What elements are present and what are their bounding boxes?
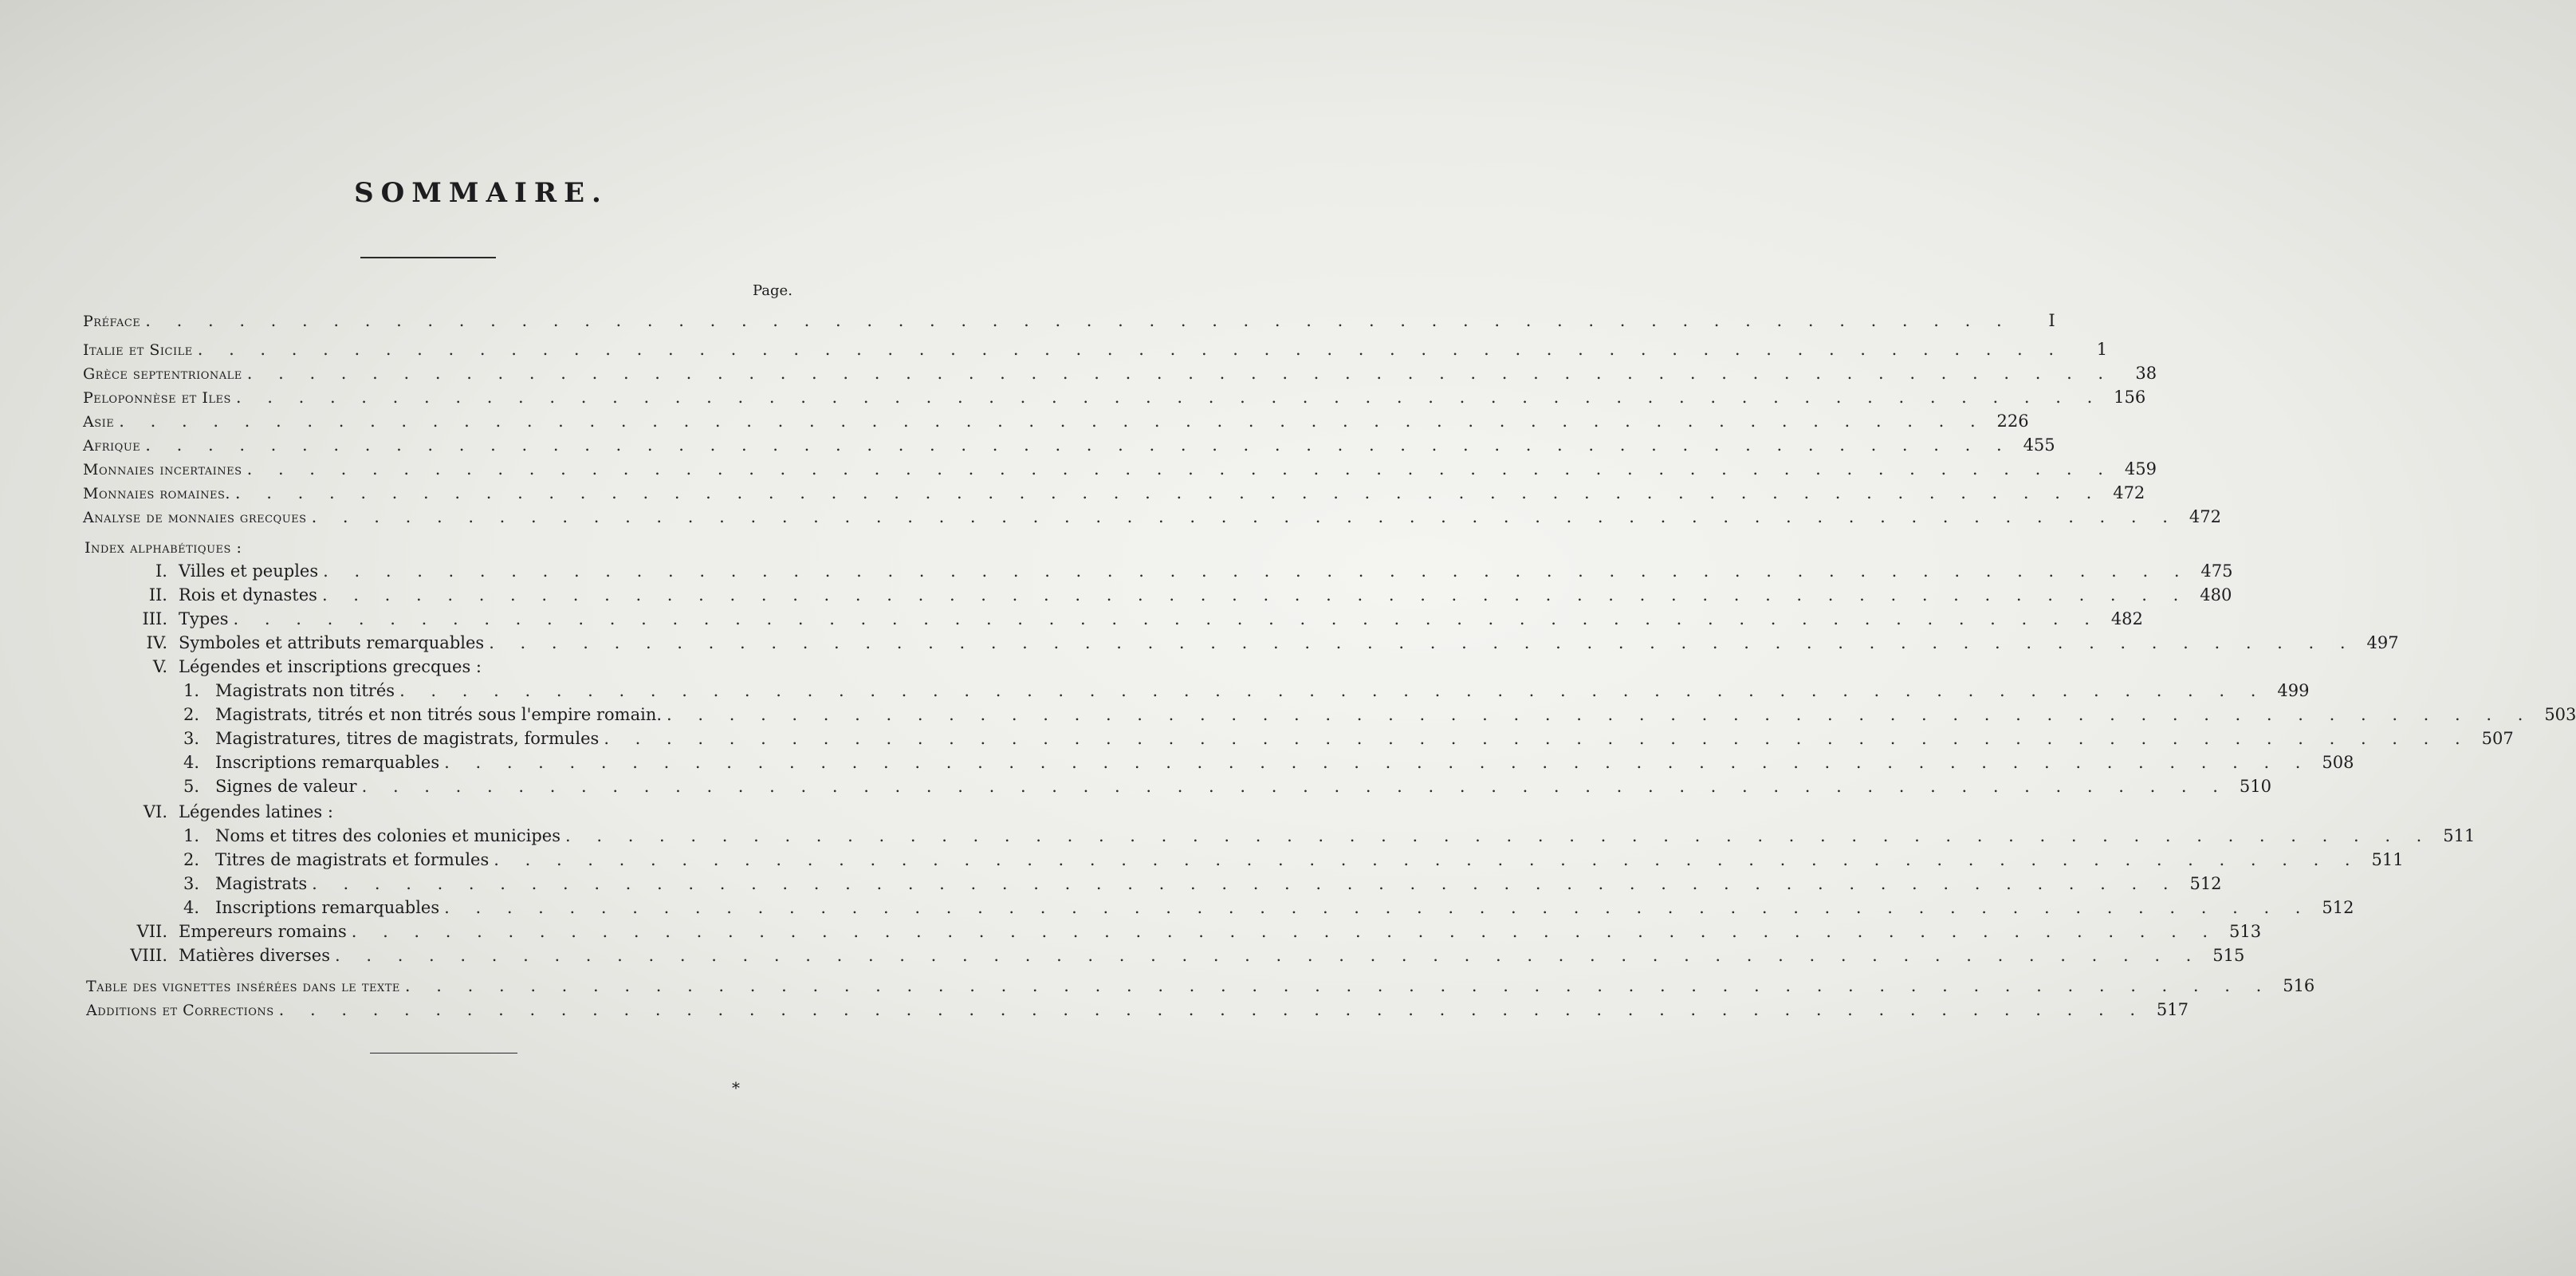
toc-page: 512 bbox=[2189, 874, 2222, 893]
toc-number: 1. bbox=[183, 826, 199, 845]
toc-page: 497 bbox=[2366, 633, 2399, 652]
leader-dots: . . . . . . . . . . . . . . . . . . . . . . . . . . . . . . . . . . . . . . . . . . . . . . . . . . . . . . . . . . . . bbox=[312, 874, 2179, 893]
toc-entry[interactable] bbox=[179, 872, 2222, 895]
toc-page: 455 bbox=[2023, 435, 2055, 455]
leader-dots: . . . . . . . . . . . . . . . . . . . . . . . . . . . . . . . . . . . . . . . . . . . . . . . . . . . . . . . . . . . . bbox=[335, 946, 2202, 965]
toc-entry[interactable] bbox=[120, 560, 2233, 582]
leader-dots: . . . . . . . . . . . . . . . . . . . . . . . . . . . . . . . . . . . . . . . . . . . . . . . . . . . . . . . . . . . . bbox=[235, 388, 2103, 407]
leader-dots: . . . . . . . . . . . . . . . . . . . . . . . . . . . . . . . . . . . . . . . . . . . . . . . . . . . . . . . . . . . . bbox=[399, 681, 2267, 700]
toc-number: 5. bbox=[183, 777, 199, 796]
toc-label: Additions et Corrections bbox=[86, 1002, 274, 1019]
toc-page: 507 bbox=[2481, 729, 2514, 748]
leader-dots: . . . . . . . . . . . . . . . . . . . . . . . . . . . . . . . . . . . . . . . . . . . . . . . . . . . . . . . . . . . . bbox=[351, 922, 2219, 941]
toc-entry[interactable] bbox=[179, 703, 2576, 726]
toc-entry-heading bbox=[120, 801, 796, 823]
leader-dots: . . . . . . . . . . . . . . . . . . . . . . . . . . . . . . . . . . . . . . . . . . . . . . . . . . . . . . . . . . . . bbox=[246, 364, 2114, 383]
toc-number: 1. bbox=[183, 681, 199, 700]
toc-page: I bbox=[2048, 311, 2055, 330]
toc-entry[interactable] bbox=[86, 975, 2315, 997]
toc-entry[interactable] bbox=[179, 679, 2310, 702]
toc-page: 513 bbox=[2229, 922, 2262, 941]
leader-dots: . . . . . . . . . . . . . . . . . . . . . . . . . . . . . . . . . . . . . . . . . . . . . . . . . . . . . . . . . . . . bbox=[233, 609, 2100, 628]
toc-label: Grèce septentrionale bbox=[83, 365, 242, 383]
toc-label: Villes et peuples bbox=[179, 561, 319, 581]
toc-page: 511 bbox=[2443, 826, 2476, 845]
toc-entry[interactable] bbox=[83, 482, 2145, 504]
leader-dots: . . . . . . . . . . . . . . . . . . . . . . . . . . . . . . . . . . . . . . . . . . . . . . . . . . . . . . . . . . . . bbox=[565, 826, 2432, 845]
toc-label: Magistrats bbox=[215, 874, 308, 893]
leader-dots: . . . . . . . . . . . . . . . . . . . . . . . . . . . . . . . . . . . . . . . . . . . . . . . . . . . . . . . . . . . . bbox=[494, 850, 2361, 869]
toc-label: Afrique bbox=[83, 437, 141, 455]
toc-number: 2. bbox=[183, 850, 199, 869]
toc-label: Table des vignettes insérées dans le texte bbox=[86, 978, 400, 995]
toc-label: Italie et Sicile bbox=[83, 341, 193, 359]
toc-entry-heading bbox=[120, 656, 796, 678]
toc-entry[interactable] bbox=[83, 458, 2157, 480]
leader-dots: . . . . . . . . . . . . . . . . . . . . . . . . . . . . . . . . . . . . . . . . . . . . . . . . . . . . . . . . . . . . bbox=[667, 705, 2534, 724]
toc-entry[interactable] bbox=[120, 920, 2262, 943]
toc-label: Inscriptions remarquables bbox=[215, 898, 440, 917]
leader-dots: . . . . . . . . . . . . . . . . . . . . . . . . . . . . . . . . . . . . . . . . . . . . . . . . . . . . . . . . . . . . bbox=[119, 412, 1986, 431]
toc-number: V. bbox=[152, 657, 167, 676]
signature-mark: * bbox=[732, 1078, 740, 1097]
toc-page: 508 bbox=[2322, 753, 2354, 772]
toc-entry[interactable] bbox=[179, 849, 2404, 871]
toc-number: VI. bbox=[143, 802, 167, 821]
toc-page: 38 bbox=[2135, 364, 2157, 383]
toc-entry-preface[interactable] bbox=[83, 309, 2055, 332]
toc-number: VII. bbox=[136, 922, 167, 941]
toc-entry[interactable] bbox=[120, 584, 2232, 606]
leader-dots: . . . . . . . . . . . . . . . . . . . . . . . . . . . . . . . . . . . . . . . . . . . . . . . . . . . . . . . . . . . . bbox=[145, 311, 2012, 330]
toc-page: 475 bbox=[2200, 561, 2233, 581]
toc-number: II. bbox=[148, 585, 167, 605]
leader-dots: . . . . . . . . . . . . . . . . . . . . . . . . . . . . . . . . . . . . . . . . . . . . . . . . . . . . . . . . . . . . bbox=[604, 729, 2471, 748]
toc-entry[interactable] bbox=[179, 775, 2271, 798]
toc-entry[interactable] bbox=[120, 608, 2143, 630]
toc-number: 3. bbox=[183, 874, 199, 893]
toc-label: Types bbox=[179, 609, 229, 628]
toc-label: Symboles et attributs remarquables bbox=[179, 633, 485, 652]
toc-entry[interactable] bbox=[179, 896, 2354, 919]
toc-label: Magistrats, titrés et non titrés sous l'empire romain. bbox=[215, 705, 663, 724]
toc-entry[interactable] bbox=[179, 751, 2354, 774]
leader-dots: . . . . . . . . . . . . . . . . . . . . . . . . . . . . . . . . . . . . . . . . . . . . . . . . . . . . . . . . . . . . bbox=[404, 976, 2272, 995]
toc-page: 482 bbox=[2110, 609, 2143, 628]
page-column-heading: Page. bbox=[753, 282, 792, 299]
toc-page: 499 bbox=[2277, 681, 2310, 700]
toc-label: Asie bbox=[83, 413, 115, 431]
toc-entry[interactable] bbox=[83, 506, 2221, 528]
toc-entry[interactable] bbox=[120, 632, 2399, 654]
leader-dots: . . . . . . . . . . . . . . . . . . . . . . . . . . . . . . . . . . . . . . . . . . . . . . . . . . . . . . . . . . . . bbox=[278, 1000, 2146, 1019]
leader-dots: . . . . . . . . . . . . . . . . . . . . . . . . . . . . . . . . . . . . . . . . . . . . . . . . . . . . . . . . . . . . bbox=[234, 483, 2102, 502]
toc-page: 1 bbox=[2096, 340, 2108, 359]
leader-dots: . . . . . . . . . . . . . . . . . . . . . . . . . . . . . . . . . . . . . . . . . . . . . . . . . . . . . . . . . . . . bbox=[246, 459, 2114, 478]
toc-label: Légendes latines : bbox=[179, 802, 333, 821]
leader-dots: . . . . . . . . . . . . . . . . . . . . . . . . . . . . . . . . . . . . . . . . . . . . . . . . . . . . . . . . . . . . bbox=[197, 340, 2065, 359]
toc-label: Analyse de monnaies grecques bbox=[83, 509, 307, 526]
toc-page: 156 bbox=[2114, 388, 2146, 407]
toc-entry[interactable] bbox=[83, 338, 2108, 360]
toc-entry[interactable] bbox=[86, 998, 2189, 1021]
toc-page: 516 bbox=[2283, 976, 2315, 995]
toc-label: Empereurs romains bbox=[179, 922, 347, 941]
toc-label: Inscriptions remarquables bbox=[215, 753, 440, 772]
toc-page: 480 bbox=[2200, 585, 2232, 605]
toc-page: 510 bbox=[2239, 777, 2271, 796]
leader-dots: . . . . . . . . . . . . . . . . . . . . . . . . . . . . . . . . . . . . . . . . . . . . . . . . . . . . . . . . . . . . bbox=[145, 435, 2012, 455]
toc-label: Monnaies romaines. bbox=[83, 485, 230, 502]
toc-number: I. bbox=[155, 561, 167, 581]
toc-entry[interactable] bbox=[83, 434, 2055, 456]
toc-number: 2. bbox=[183, 705, 199, 724]
toc-page: 515 bbox=[2212, 946, 2245, 965]
toc-entry[interactable] bbox=[179, 825, 2476, 847]
leader-dots: . . . . . . . . . . . . . . . . . . . . . . . . . . . . . . . . . . . . . . . . . . . . . . . . . . . . . . . . . . . . bbox=[361, 777, 2228, 796]
toc-number: 4. bbox=[183, 898, 199, 917]
leader-dots: . . . . . . . . . . . . . . . . . . . . . . . . . . . . . . . . . . . . . . . . . . . . . . . . . . . . . . . . . . . . bbox=[321, 585, 2189, 605]
toc-page: 517 bbox=[2156, 1000, 2189, 1019]
toc-label: Signes de valeur bbox=[215, 777, 357, 796]
leader-dots: . . . . . . . . . . . . . . . . . . . . . . . . . . . . . . . . . . . . . . . . . . . . . . . . . . . . . . . . . . . . bbox=[323, 561, 2190, 581]
toc-label: Magistrats non titrés bbox=[215, 681, 395, 700]
toc-page: 472 bbox=[2113, 483, 2145, 502]
toc-label: Peloponnèse et Iles bbox=[83, 389, 231, 407]
toc-label: Magistratures, titres de magistrats, formules bbox=[215, 729, 600, 748]
index-heading: Index alphabétiques : bbox=[85, 539, 242, 557]
toc-page: 512 bbox=[2322, 898, 2354, 917]
toc-number: 3. bbox=[183, 729, 199, 748]
page-title: SOMMAIRE. bbox=[354, 177, 608, 209]
leader-dots: . . . . . . . . . . . . . . . . . . . . . . . . . . . . . . . . . . . . . . . . . . . . . . . . . . . . . . . . . . . . bbox=[444, 898, 2311, 917]
leader-dots: . . . . . . . . . . . . . . . . . . . . . . . . . . . . . . . . . . . . . . . . . . . . . . . . . . . . . . . . . . . . bbox=[489, 633, 2356, 652]
toc-page: 226 bbox=[1996, 412, 2029, 431]
toc-number: 4. bbox=[183, 753, 199, 772]
toc-page: 511 bbox=[2371, 850, 2404, 869]
toc-label: Monnaies incertaines bbox=[83, 461, 242, 478]
toc-entry[interactable] bbox=[120, 944, 2245, 967]
toc-label: Matières diverses bbox=[179, 946, 330, 965]
toc-number: III. bbox=[142, 609, 167, 628]
toc-label: Titres de magistrats et formules bbox=[215, 850, 490, 869]
toc-entry[interactable] bbox=[83, 410, 2029, 432]
title-rule bbox=[360, 257, 496, 258]
toc-label: Préface bbox=[83, 313, 141, 330]
toc-entry[interactable] bbox=[83, 386, 2146, 408]
leader-dots: . . . . . . . . . . . . . . . . . . . . . . . . . . . . . . . . . . . . . . . . . . . . . . . . . . . . . . . . . . . . bbox=[311, 507, 2178, 526]
toc-number: IV. bbox=[146, 633, 167, 652]
toc-entry[interactable] bbox=[83, 362, 2157, 384]
toc-entry[interactable] bbox=[179, 727, 2514, 750]
toc-label: Rois et dynastes bbox=[179, 585, 317, 605]
toc-label: Noms et titres des colonies et municipes bbox=[215, 826, 560, 845]
toc-page: 472 bbox=[2189, 507, 2221, 526]
toc-page: 459 bbox=[2124, 459, 2157, 478]
toc-number: VIII. bbox=[130, 946, 167, 965]
toc-page: 503 bbox=[2544, 705, 2576, 724]
toc-label: Légendes et inscriptions grecques : bbox=[179, 657, 482, 676]
leader-dots: . . . . . . . . . . . . . . . . . . . . . . . . . . . . . . . . . . . . . . . . . . . . . . . . . . . . . . . . . . . . bbox=[444, 753, 2311, 772]
